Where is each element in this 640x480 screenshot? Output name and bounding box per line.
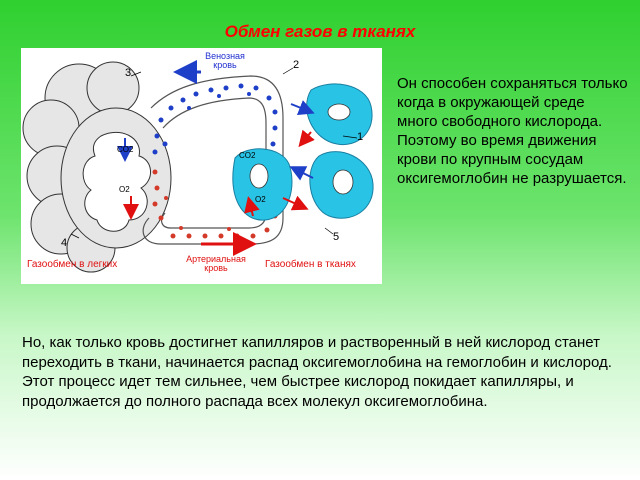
label-3: 3 bbox=[125, 67, 132, 79]
label-1: 1 bbox=[357, 131, 364, 143]
diagram-drawing bbox=[21, 48, 382, 284]
bottom-paragraph: Но, как только кровь достигнет капилляров и растворенный в ней кислород станет переходить в ткани, начинается распад оксигемоглобина на гемоглобин и кислород. Этот процесс идет тем сильнее, чем быстрее кислород покидает капилляры, и продолжается до полного распада всех молекул оксигемоглобина. bbox=[22, 334, 612, 410]
label-5: 5 bbox=[333, 231, 340, 243]
co2-lung-label: CO2 bbox=[117, 145, 134, 154]
o2-lung-label: O2 bbox=[119, 185, 130, 194]
slide-title: Обмен газов в тканях bbox=[224, 22, 416, 41]
tissue-exchange-caption: Газообмен в тканях bbox=[265, 259, 356, 270]
side-paragraph: Он способен сохраняться только когда в окружающей среде много свободного кислорода. Поэтому во время движения крови по крупным сосудам оксигемоглобин не разрушается. bbox=[397, 75, 628, 187]
arterial-blood-label: Артериальная кровь bbox=[186, 254, 246, 274]
o2-tissue-label: O2 bbox=[255, 195, 266, 204]
venous-blood-label: Венозная кровь bbox=[205, 51, 245, 71]
label-2: 2 bbox=[293, 59, 300, 71]
gas-exchange-diagram bbox=[21, 48, 382, 284]
label-4: 4 bbox=[61, 237, 68, 249]
o2-tissue-arrow-top bbox=[301, 132, 311, 144]
co2-tissue-label: CO2 bbox=[239, 151, 256, 160]
lung-exchange-caption: Газообмен в легких bbox=[27, 259, 118, 270]
